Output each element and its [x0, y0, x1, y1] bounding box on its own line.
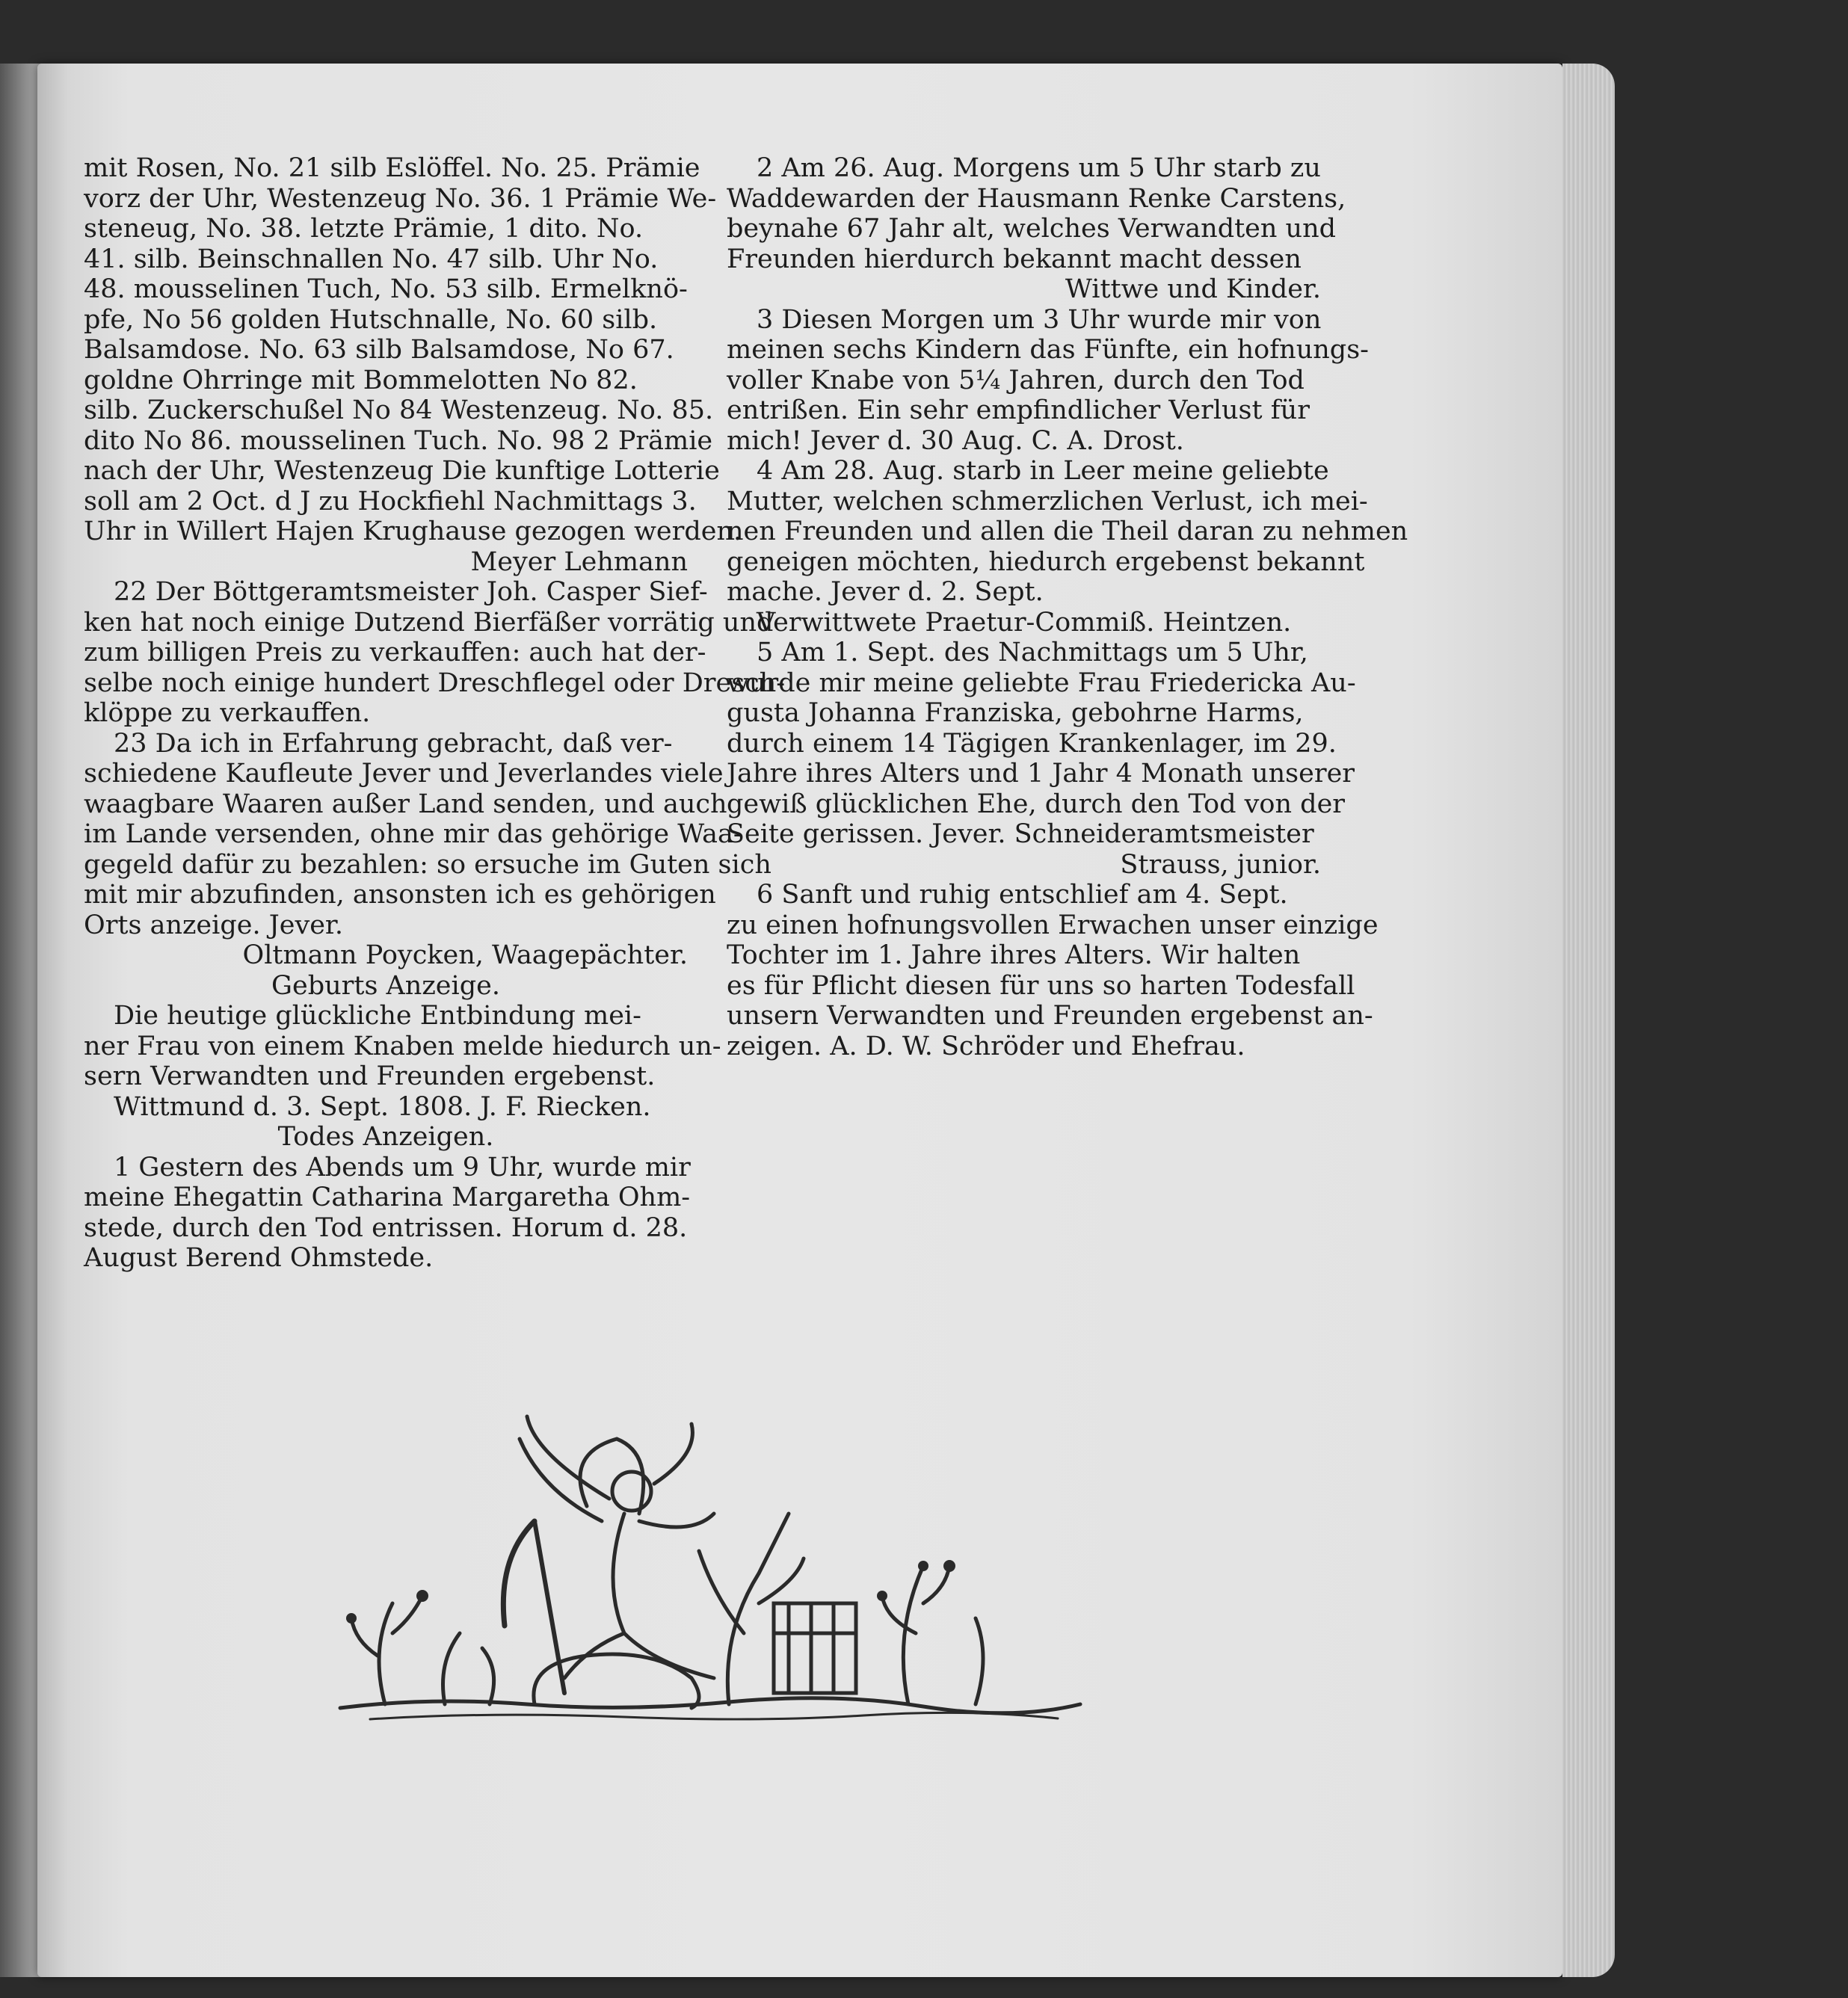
text-line: Strauss, junior. [1120, 849, 1321, 880]
text-line: meine Ehegattin Catharina Margaretha Ohm- [84, 1183, 691, 1212]
text-line: silb. Zuckerschußel No 84 Westenzeug. No. 85. [84, 395, 714, 425]
text-line: Tochter im 1. Jahre ihres Alters. Wir halten [727, 940, 1301, 970]
text-line: 4 Am 28. Aug. starb in Leer meine geliebte [757, 456, 1329, 486]
text-line: Wittwe und Kinder. [1065, 274, 1321, 304]
text-line: Jahre ihres Alters und 1 Jahr 4 Monath unserer [727, 759, 1355, 789]
text-line: gewiß glücklichen Ehe, durch den Tod von der [727, 789, 1346, 819]
text-line: Geburts Anzeige. [271, 970, 500, 1001]
text-line: gusta Johanna Franziska, gebohrne Harms, [727, 698, 1304, 728]
text-line: mit mir abzufinden, ansonsten ich es gehörigen [84, 880, 716, 910]
text-line: Verwittwete Praetur-Commiß. Heintzen. [757, 607, 1292, 638]
text-line: Oltmann Poycken, Waagepächter. [242, 940, 688, 970]
text-line: August Berend Ohmstede. [84, 1243, 434, 1273]
text-line: Mutter, welchen schmerzlichen Verlust, ich mei- [727, 486, 1368, 517]
text-line: mache. Jever d. 2. Sept. [727, 577, 1044, 607]
text-line: nach der Uhr, Westenzeug Die kunftige Lotterie [84, 456, 720, 486]
text-line: entrißen. Ein sehr empfindlicher Verlust für [727, 395, 1310, 425]
text-line: ner Frau von einem Knaben melde hiedurch un- [84, 1031, 721, 1061]
text-line: wurde mir meine geliebte Frau Friedericka Au- [727, 667, 1356, 698]
text-line: 23 Da ich in Erfahrung gebracht, daß ver- [114, 728, 673, 759]
text-line: 48. mousselinen Tuch, No. 53 silb. Ermelknö- [84, 274, 688, 304]
text-line: 5 Am 1. Sept. des Nachmittags um 5 Uhr, [757, 638, 1308, 667]
text-line: nen Freunden und allen die Theil daran zu nehmen [727, 517, 1408, 546]
text-line: Waddewarden der Hausmann Renke Carstens, [727, 183, 1346, 214]
text-line: waagbare Waaren außer Land senden, und auch [84, 789, 727, 819]
text-line: 3 Diesen Morgen um 3 Uhr wurde mir von [757, 304, 1322, 335]
text-line: stede, durch den Tod entrissen. Horum d. 28. [84, 1212, 688, 1243]
text-line: 22 Der Böttgeramtsmeister Joh. Casper Sief- [114, 577, 708, 607]
text-line: Die heutige glückliche Entbindung mei- [114, 1001, 641, 1031]
page-edges [1562, 64, 1615, 1977]
text-line: mit Rosen, No. 21 silb Eslöffel. No. 25. Prämie [84, 153, 700, 183]
text-line: zeigen. A. D. W. Schröder und Ehefrau. [727, 1031, 1245, 1061]
text-line: selbe noch einige hundert Dreschflegel oder Dresch- [84, 667, 786, 698]
text-line: zu einen hofnungsvollen Erwachen unser einzige [727, 910, 1379, 940]
text-line: mich! Jever d. 30 Aug. C. A. Drost. [727, 425, 1184, 456]
text-line: 6 Sanft und ruhig entschlief am 4. Sept. [757, 880, 1288, 910]
text-line: 1 Gestern des Abends um 9 Uhr, wurde mir [114, 1152, 691, 1183]
text-line: steneug, No. 38. letzte Prämie, 1 dito. No. [84, 214, 644, 244]
text-line: klöppe zu verkauffen. [84, 698, 371, 728]
text-line: vorz der Uhr, Westenzeug No. 36. 1 Prämie We- [84, 183, 717, 214]
text-line: es für Pflicht diesen für uns so harten Todesfall [727, 970, 1355, 1001]
text-line: Todes Anzeigen. [277, 1122, 494, 1152]
text-line: meinen sechs Kindern das Fünfte, ein hofnungs- [727, 335, 1369, 365]
text-line: schiedene Kaufleute Jever und Jeverlandes viele [84, 759, 724, 789]
text-line: Uhr in Willert Hajen Krughause gezogen werden. [84, 517, 742, 546]
text-line: dito No 86. mousselinen Tuch. No. 98 2 Prämie [84, 425, 713, 456]
left-text-column [84, 153, 786, 1274]
text-line: beynahe 67 Jahr alt, welches Verwandten und [727, 214, 1337, 244]
woodcut-time-with-scythe-icon [340, 1409, 1095, 1768]
text-line: Wittmund d. 3. Sept. 1808. J. F. Riecken. [114, 1091, 651, 1122]
text-line: gegeld dafür zu bezahlen: so ersuche im Guten sich [84, 849, 771, 880]
text-line: 2 Am 26. Aug. Morgens um 5 Uhr starb zu [757, 153, 1321, 183]
text-line: zum billigen Preis zu verkauffen: auch hat der- [84, 638, 706, 667]
text-line: goldne Ohrringe mit Bommelotten No 82. [84, 365, 638, 395]
text-line: Balsamdose. No. 63 silb Balsamdose, No 67. [84, 335, 674, 365]
text-line: im Lande versenden, ohne mir das gehörige Waa- [84, 819, 742, 849]
text-line: pfe, No 56 golden Hutschnalle, No. 60 silb. [84, 304, 658, 335]
text-line: unsern Verwandten und Freunden ergebenst an- [727, 1001, 1373, 1031]
text-line: 41. silb. Beinschnallen No. 47 silb. Uhr No. [84, 244, 659, 274]
text-line: Orts anzeige. Jever. [84, 910, 343, 940]
text-line: Meyer Lehmann [470, 546, 688, 577]
text-line: ken hat noch einige Dutzend Bierfäßer vorrätig und [84, 607, 774, 638]
text-line: Seite gerissen. Jever. Schneideramtsmeister [727, 819, 1314, 849]
text-line: durch einem 14 Tägigen Krankenlager, im 29. [727, 728, 1337, 759]
text-line: voller Knabe von 5¼ Jahren, durch den Tod [727, 365, 1305, 395]
right-text-column [727, 153, 1408, 1061]
text-line: Freunden hierdurch bekannt macht dessen [727, 244, 1302, 274]
text-line: geneigen möchten, hiedurch ergebenst bekannt [727, 546, 1365, 577]
text-line: soll am 2 Oct. d J zu Hockfiehl Nachmittags 3. [84, 486, 697, 517]
text-line: sern Verwandten und Freunden ergebenst. [84, 1061, 656, 1091]
